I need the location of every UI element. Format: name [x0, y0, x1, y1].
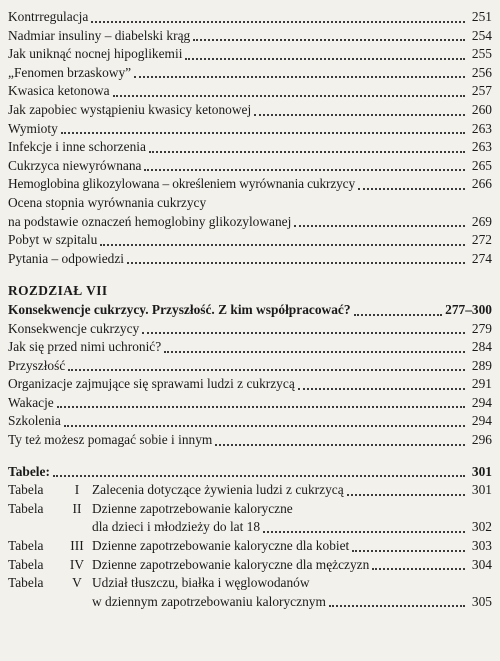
toc-entry [8, 431, 492, 450]
toc-entry [8, 412, 492, 431]
table-number: IV [69, 556, 85, 572]
toc-entry [8, 250, 492, 269]
toc-entry-title: Wymioty [8, 120, 58, 136]
table-title: Dzienne zapotrzebowanie kaloryczne dla mężczyzn [92, 556, 370, 572]
toc-entry-title: Pytania – odpowiedzi [8, 250, 125, 266]
table-title: Dzienne zapotrzebowanie kaloryczne dla kobiet [92, 538, 350, 554]
toc-entry-title: Konsekwencje cukrzycy [8, 320, 140, 336]
dot-leader [149, 151, 465, 153]
toc-entry-title: na podstawie oznaczeń hemoglobiny glikozylowanej [8, 213, 292, 229]
dot-leader [64, 425, 465, 427]
toc-entry [8, 175, 492, 194]
toc-entry-page: 257 [471, 83, 492, 99]
toc-entry-page: 296 [471, 432, 492, 448]
tables-heading-entry [8, 463, 492, 482]
table-entry [8, 500, 492, 519]
tables-heading: Tabele: [8, 463, 50, 479]
toc-entry-page: 256 [471, 64, 492, 80]
dot-leader [164, 351, 465, 353]
dot-leader [354, 314, 443, 316]
toc-entry-page: 294 [471, 413, 492, 429]
table-entry [8, 537, 492, 556]
dot-leader [142, 332, 465, 334]
toc-entry-page: 272 [471, 232, 492, 248]
table-entry [8, 556, 492, 575]
dot-leader [193, 39, 465, 41]
toc-entry-title: Jak uniknąć nocnej hipoglikemii [8, 46, 183, 62]
dot-leader [144, 169, 465, 171]
toc-entry-title: Wakacje [8, 394, 54, 410]
toc-section-continued [8, 8, 492, 268]
chapter-pages: 277–300 [445, 301, 492, 317]
table-entry-continuation [8, 518, 492, 537]
toc-entry-page: 260 [471, 101, 492, 117]
dot-leader [347, 494, 465, 496]
dot-leader [113, 95, 465, 97]
toc-entry [8, 101, 492, 120]
toc-entry-title: Hemoglobina glikozylowana – określeniem wyrównania cukrzycy [8, 176, 356, 192]
toc-entry-title: Organizacje zajmujące się sprawami ludzi z cukrzycą [8, 376, 295, 392]
table-entry [8, 574, 492, 593]
dot-leader [263, 531, 465, 533]
toc-entry-page: 289 [471, 357, 492, 373]
toc-entry-title: Infekcje i inne schorzenia [8, 139, 146, 155]
table-title-cont: w dziennym zapotrzebowaniu kalorycznym [92, 593, 326, 609]
toc-entry-page: 254 [471, 27, 492, 43]
toc-entry-title: Kwasica ketonowa [8, 83, 110, 99]
dot-leader [68, 369, 465, 371]
toc-entry-page: 291 [471, 376, 492, 392]
table-label: Tabela [8, 538, 44, 554]
toc-entry [8, 357, 492, 376]
table-page: 301 [471, 482, 492, 498]
table-label: Tabela [8, 556, 44, 572]
dot-leader [100, 244, 465, 246]
toc-entry-title: Przyszłość [8, 357, 66, 373]
toc-entry-page: 294 [471, 394, 492, 410]
toc-entry-page: 266 [471, 176, 492, 192]
table-number: II [72, 500, 82, 516]
dot-leader [254, 114, 465, 116]
table-page: 305 [471, 593, 492, 609]
toc-entry [8, 120, 492, 139]
toc-entry [8, 138, 492, 157]
toc-entry [8, 27, 492, 46]
toc-entry-page: 279 [471, 320, 492, 336]
toc-entry-line [8, 194, 492, 213]
toc-entry-title: Jak się przed nimi uchronić? [8, 339, 162, 355]
tables-page: 301 [471, 463, 492, 479]
table-title: Udział tłuszczu, białka i węglowodanów [92, 575, 310, 591]
dot-leader [57, 406, 465, 408]
toc-entry-title: Pobyt w szpitalu [8, 232, 98, 248]
dot-leader [352, 550, 465, 552]
toc-entry [8, 231, 492, 250]
table-number: V [72, 575, 82, 591]
toc-entry-title: Szkolenia [8, 413, 61, 429]
table-entry [8, 481, 492, 500]
table-label: Tabela [8, 575, 44, 591]
toc-entry-page: 274 [471, 250, 492, 266]
dot-leader [329, 605, 465, 607]
chapter-title: Konsekwencje cukrzycy. Przyszłość. Z kim współpracować? [8, 301, 351, 317]
toc-entry-title: Ocena stopnia wyrównania cukrzycy [8, 194, 207, 210]
toc-entry-page: 284 [471, 339, 492, 355]
chapter-title-entry [8, 301, 492, 320]
table-page: 302 [471, 519, 492, 535]
table-title: Zalecenia dotyczące żywienia ludzi z cukrzycą [92, 482, 344, 498]
toc-entry [8, 8, 492, 27]
toc-entry [8, 82, 492, 101]
dot-leader [358, 188, 465, 190]
toc-entry [8, 394, 492, 413]
toc-entry-title: Nadmiar insuliny – diabelski krąg [8, 27, 191, 43]
toc-entry-title: Kontrregulacja [8, 9, 89, 24]
dot-leader [185, 58, 465, 60]
chapter-label: ROZDZIAŁ VII [8, 283, 108, 299]
dot-leader [127, 262, 465, 264]
table-page: 304 [471, 556, 492, 572]
dot-leader [372, 568, 465, 570]
table-number: I [74, 482, 80, 498]
toc-entry [8, 375, 492, 394]
dot-leader [298, 388, 465, 390]
toc-entry-title: Cukrzyca niewyrównana [8, 157, 142, 173]
toc-entry-title: „Fenomen brzaskowy” [8, 64, 132, 80]
table-page: 303 [471, 538, 492, 554]
dot-leader [91, 21, 465, 23]
toc-entry [8, 64, 492, 83]
table-entry-continuation [8, 593, 492, 612]
table-label: Tabela [8, 482, 44, 498]
toc-entry-page: 263 [471, 120, 492, 136]
dot-leader [61, 132, 465, 134]
toc-entry-page: 251 [471, 9, 492, 24]
dot-leader [53, 475, 465, 477]
table-title: Dzienne zapotrzebowanie kaloryczne [92, 500, 293, 516]
table-number: III [70, 538, 84, 554]
toc-entry [8, 338, 492, 357]
dot-leader [134, 76, 465, 78]
toc-entry [8, 213, 492, 232]
dot-leader [294, 225, 465, 227]
toc-entry-page: 269 [471, 213, 492, 229]
toc-entry-title: Ty też możesz pomagać sobie i innym [8, 432, 213, 448]
table-title-cont: dla dzieci i młodzieży do lat 18 [92, 519, 261, 535]
toc-entry [8, 45, 492, 64]
toc-entry-page: 255 [471, 46, 492, 62]
toc-entry [8, 157, 492, 176]
table-of-contents [8, 8, 492, 611]
toc-entry [8, 320, 492, 339]
dot-leader [215, 444, 465, 446]
tables-section [8, 463, 492, 612]
toc-entry-page: 265 [471, 157, 492, 173]
toc-entry-title: Jak zapobiec wystąpieniu kwasicy ketonowej [8, 101, 252, 117]
table-label: Tabela [8, 500, 44, 516]
chapter-section [8, 282, 492, 449]
toc-entry-page: 263 [471, 139, 492, 155]
